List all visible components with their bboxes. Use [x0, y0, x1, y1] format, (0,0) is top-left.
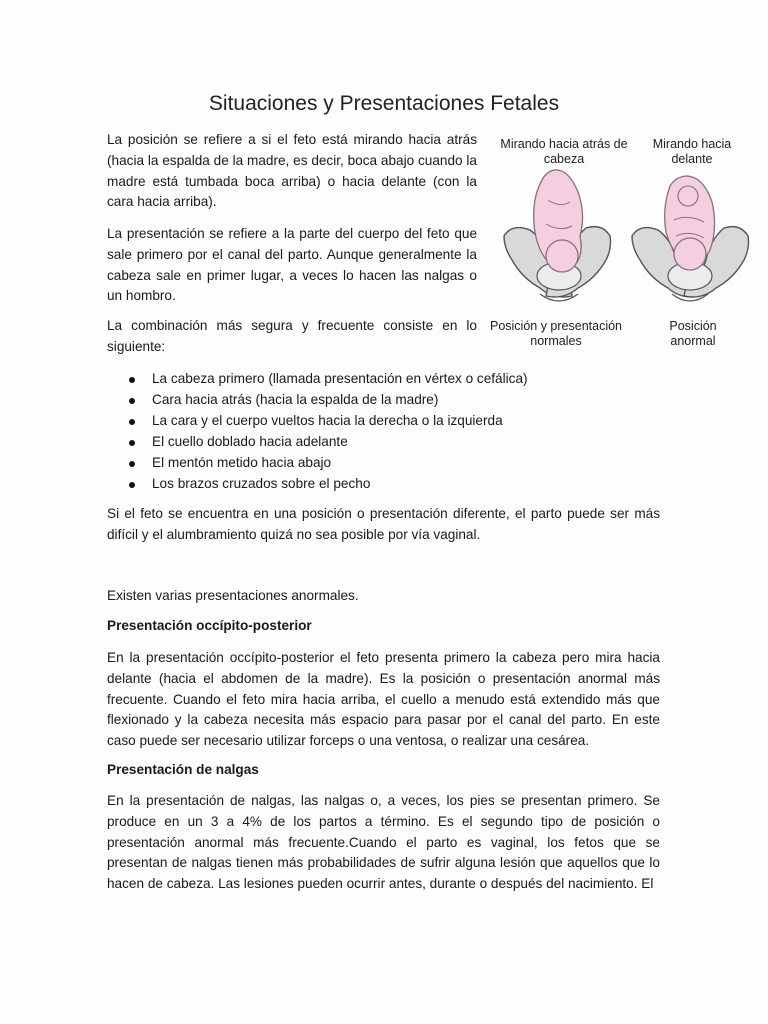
list-item: El cuello doblado hacia adelante [107, 432, 667, 453]
paragraph-combination: La combinación más segura y frecuente consiste en lo siguiente: [107, 318, 477, 354]
fetal-position-figure [482, 128, 768, 356]
paragraph-after-bullets: Si el feto se encuentra en una posición o presentación diferente, el parto puede ser más difícil y el alumbramiento quizá no sea posible por vía vaginal. [107, 506, 660, 542]
figure-label-abnormal: Posición anormal [669, 319, 717, 348]
list-item: La cara y el cuerpo vueltos hacia la derecha o la izquierda [107, 411, 667, 432]
figure-label-back: Mirando hacia atrás de cabeza [500, 137, 628, 166]
paragraph-presentation: La presentación se refiere a la parte del cuerpo del feto que sale primero por el canal del parto. Aunque generalmente la cabeza sale en primer lugar, a veces lo hacen las nalgas o un hombro. [107, 226, 477, 304]
figure-label-front: Mirando hacia delante [652, 137, 732, 166]
heading-occipito-posterior: Presentación occípito-posterior [107, 618, 312, 633]
list-item: El mentón metido hacia abajo [107, 453, 667, 474]
paragraph-abnormal-intro: Existen varias presentaciones anormales. [107, 588, 359, 603]
figure-label-normal: Posición y presentación normales [489, 319, 623, 348]
heading-breech: Presentación de nalgas [107, 762, 259, 777]
paragraph-position: La posición se refiere a si el feto está mirando hacia atrás (hacia la espalda de la madre, es decir, boca abajo cuando la madre está tumbada boca arriba) o hacia delante (con la cara hacia arriba). [107, 132, 477, 210]
page-title: Situaciones y Presentaciones Fetales [208, 92, 560, 115]
bullet-list [107, 369, 667, 494]
list-item: La cabeza primero (llamada presentación en vértex o cefálica) [107, 369, 667, 390]
list-item: Los brazos cruzados sobre el pecho [107, 474, 667, 495]
paragraph-occipito-posterior: En la presentación occípito-posterior el feto presenta primero la cabeza pero mira hacia delante (hacia el abdomen de la madre). Es la posición o presentación anormal más frecuente. Cuando el feto mira hacia arriba, el cuello a menudo está extendido más que flexionado y la cabeza necesita más espacio para pasar por el canal del parto. En este caso puede ser necesario utilizar forceps o una ventosa, o realizar una cesárea. [107, 650, 660, 749]
paragraph-breech: En la presentación de nalgas, las nalgas o, a veces, los pies se presentan primero. Se produce en un 3 a 4% de los partos a término. Es el segundo tipo de posición o presentación anormal más frecuente.Cuando el parto es vaginal, los fetos que se presentan de nalgas tienen más probabilidades de sufrir alguna lesión que aquellos que lo hacen de cabeza. Las lesiones pueden ocurrir antes, durante o después del nacimiento. El [107, 793, 660, 892]
list-item: Cara hacia atrás (hacia la espalda de la madre) [107, 390, 667, 411]
